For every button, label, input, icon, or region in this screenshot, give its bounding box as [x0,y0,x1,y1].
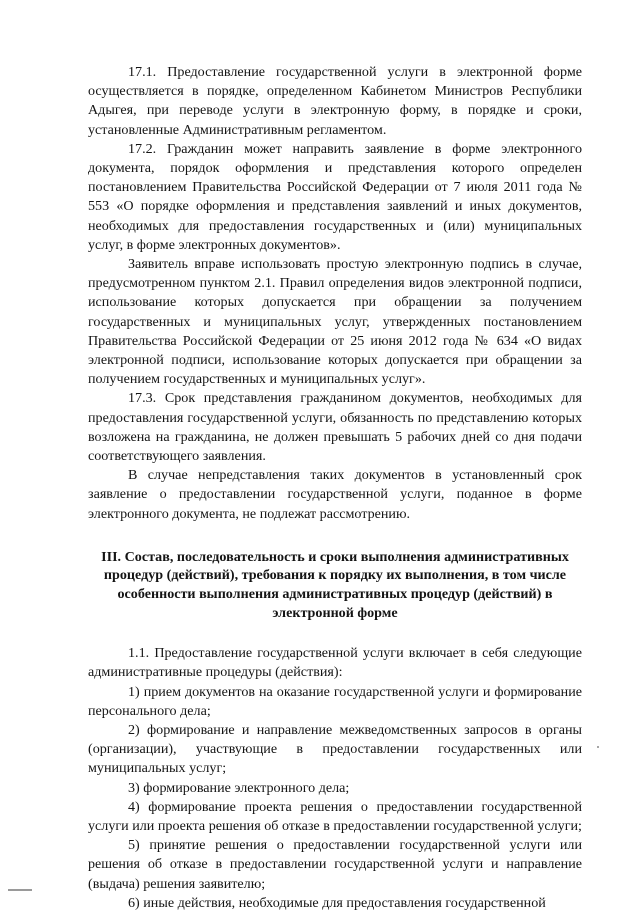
list-item-4: 4) формирование проекта решения о предоставлении государственной услуги или проекта решения об отказе в предоставлении государственной услуги; [88,798,582,835]
section-heading: III. Состав, последовательность и сроки выполнения административных процедур (действий), требования к порядку их выполнения, в том числе особенности выполнения административных процедур (действий) в электронной форме [101,548,569,621]
paragraph-non-submission: В случае непредставления таких документов в установленный срок заявление о предоставлении государственной услуги, поданное в форме электронного документа, не подлежат рассмотрению. [88,467,582,522]
list-item-2: 2) формирование и направление межведомственных запросов в органы (организации), участвующие в предоставлении государственных или муниципальных услуг; [88,722,582,777]
document-body [88,63,582,913]
paragraph-17-3: 17.3. Срок представления гражданином документов, необходимых для предоставления государственной услуги, обязанность по представлению которых возложена на гражданина, не должен превышать 5 рабочих дней со дня подачи соответствующего заявления. [88,390,582,465]
scan-edge-mark [8,889,32,891]
list-item-5: 5) принятие решения о предоставлении государственной услуги или решения об отказе в предоставлении государственной услуги и направление (выдача) решения заявителю; [88,837,582,892]
list-item-3: 3) формирование электронного дела; [128,779,350,796]
paragraph-17-1: 17.1. Предоставление государственной услуги в электронной форме осуществляется в порядке, определенном Кабинетом Министров Республики Адыгея, при переводе услуги в электронную форму, в порядке и сроки, установленные Административным регламентом. [88,64,582,138]
paragraph-17-2: 17.2. Гражданин может направить заявление в форме электронного документа, порядок оформления и представления которого определен постановлением Правительства Российской Федерации от 7 июля 2011 года № 553 «О порядке оформления и представления заявлений и иных документов, необходимых для предоставления государственных и (или) муниципальных услуг, в форме электронных документов». [88,140,582,253]
paragraph-electronic-signature: Заявитель вправе использовать простую электронную подпись в случае, предусмотренном пунктом 2.1. Правил определения видов электронной подписи, использование которых допускается при обращении за получением государственных и муниципальных услуг, утвержденных постановлением Правительства Российской Федерации от 25 июня 2012 года № 634 «О видах электронной подписи, использование которых допускается при обращении за получением государственных и муниципальных услуг». [88,256,582,388]
list-item-1: 1) прием документов на оказание государственной услуги и формирование персонального дела; [88,683,582,719]
scan-speck [597,746,599,748]
paragraph-1-1: 1.1. Предоставление государственной услуги включает в себя следующие административные процедуры (действия): [88,645,582,681]
list-item-6: 6) иные действия, необходимые для предоставления государственной [128,894,546,911]
